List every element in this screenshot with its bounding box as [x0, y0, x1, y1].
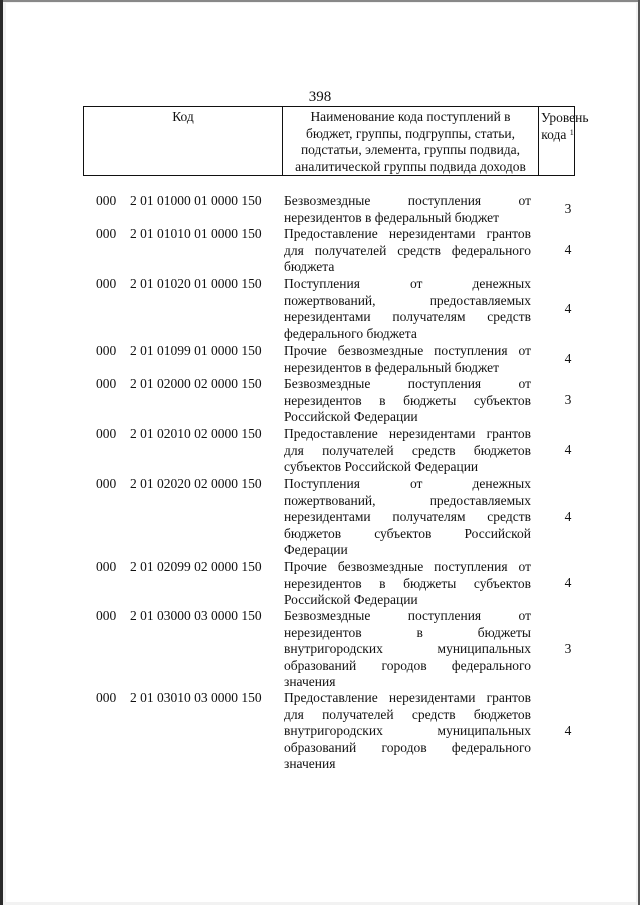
- row-level: 3: [564, 201, 572, 216]
- row-code: 2 01 02020 02 0000 150: [130, 476, 262, 491]
- row-code: 2 01 02099 02 0000 150: [130, 559, 262, 574]
- row-name: [284, 376, 531, 426]
- row-name: [284, 608, 531, 691]
- row-name-line: нерезидентами получателям средств: [284, 509, 531, 524]
- row-code: 2 01 03010 03 0000 150: [130, 690, 262, 705]
- row-name: [284, 276, 531, 342]
- row-level: 4: [564, 723, 572, 738]
- row-name-line: бюджетов субъектов Российской: [284, 525, 531, 541]
- row-name-line: нерезидентов в федеральный бюджет: [284, 359, 499, 375]
- row-name-line: Предоставление нерезидентами грантов: [284, 426, 531, 441]
- row-name-line: федерального бюджета: [284, 325, 417, 341]
- row-name-line: Безвозмездные поступления от: [284, 376, 531, 391]
- row-name-line: внутригородских муниципальных: [284, 641, 531, 656]
- row-name-line: значения: [284, 756, 336, 771]
- row-code: 2 01 01000 01 0000 150: [130, 193, 262, 208]
- row-name-line: Федерации: [284, 542, 348, 557]
- row-name: [284, 426, 531, 476]
- row-level: 4: [564, 301, 572, 316]
- row-name: [284, 476, 531, 559]
- row-level: 4: [564, 442, 572, 457]
- scan-left-edge: [0, 0, 3, 905]
- header-name-line: Наименование кода поступлений в: [310, 109, 511, 124]
- row-level: 3: [564, 392, 572, 407]
- row-name-line: субъектов Российской Федерации: [284, 459, 479, 474]
- row-prefix: 000: [96, 193, 117, 208]
- row-name-line: нерезидентов в бюджеты субъектов: [284, 575, 531, 591]
- row-name-line: для получателей средств бюджетов: [284, 706, 531, 722]
- row-prefix: 000: [96, 559, 117, 574]
- row-prefix: 000: [96, 226, 117, 241]
- row-name-line: образований городов федерального: [284, 657, 531, 673]
- row-level: 4: [564, 351, 572, 366]
- page-number: 398: [308, 89, 332, 105]
- row-name-line: для получателей средств бюджетов: [284, 442, 531, 458]
- row-name-line: бюджета: [284, 259, 335, 274]
- header-name-line: аналитической группы подвида доходов: [295, 158, 526, 174]
- header-level-line2: кода: [541, 127, 567, 142]
- row-code: 2 01 02010 02 0000 150: [130, 426, 262, 441]
- row-name-line: образований городов федерального: [284, 739, 531, 755]
- row-name-line: Предоставление нерезидентами грантов: [284, 226, 531, 241]
- row-name-line: Прочие безвозмездные поступления от: [284, 559, 531, 574]
- row-name-line: Российской Федерации: [284, 409, 418, 424]
- header-code-column: Код: [84, 107, 283, 175]
- row-name-line: нерезидентов в федеральный бюджет: [284, 209, 499, 225]
- row-code: 2 01 01020 01 0000 150: [130, 276, 262, 291]
- row-name: [284, 559, 531, 609]
- row-level: 4: [564, 575, 572, 590]
- scan-top-edge: [0, 0, 640, 2]
- row-prefix: 000: [96, 608, 117, 623]
- row-name-line: для получателей средств федерального: [284, 242, 531, 258]
- row-prefix: 000: [96, 376, 117, 391]
- row-name-line: нерезидентами получателям средств: [284, 309, 531, 324]
- row-level: 4: [564, 509, 572, 524]
- row-code: 2 01 01099 01 0000 150: [130, 343, 262, 358]
- header-name-column: [283, 107, 539, 175]
- row-code: 2 01 02000 02 0000 150: [130, 376, 262, 391]
- row-name-line: значения: [284, 674, 336, 689]
- row-level: 3: [564, 641, 572, 656]
- row-level: 4: [564, 242, 572, 257]
- header-name-line: подстатьи, элемента, группы подвида,: [300, 142, 521, 157]
- row-name: [284, 343, 531, 376]
- header-level-line1: Уровень: [541, 110, 589, 125]
- row-name-line: нерезидентов в бюджеты: [284, 624, 531, 640]
- row-prefix: 000: [96, 343, 117, 358]
- row-name-line: Прочие безвозмездные поступления от: [284, 343, 531, 358]
- row-name: [284, 690, 531, 773]
- row-prefix: 000: [96, 276, 117, 291]
- row-name-line: Российской Федерации: [284, 592, 418, 607]
- row-name-line: Предоставление нерезидентами грантов: [284, 690, 531, 705]
- table-header: [83, 106, 589, 176]
- row-name-line: Безвозмездные поступления от: [284, 193, 531, 208]
- row-prefix: 000: [96, 476, 117, 491]
- header-level-column: [539, 107, 589, 175]
- row-prefix: 000: [96, 690, 117, 705]
- row-name-line: пожертвований, предоставляемых: [284, 292, 531, 308]
- row-name-line: пожертвований, предоставляемых: [284, 492, 531, 508]
- header-name-line: бюджет, группы, подгруппы, статьи,: [306, 125, 515, 141]
- row-code: 2 01 01010 01 0000 150: [130, 226, 262, 241]
- row-name-line: Поступления от денежных: [284, 476, 531, 491]
- row-name: [284, 193, 531, 226]
- row-name: [284, 226, 531, 276]
- row-prefix: 000: [96, 426, 117, 441]
- row-name-line: Поступления от денежных: [284, 276, 531, 291]
- row-name-line: Безвозмездные поступления от: [284, 608, 531, 623]
- row-code: 2 01 03000 03 0000 150: [130, 608, 262, 623]
- footnote-marker: 1: [569, 128, 574, 137]
- row-name-line: внутригородских муниципальных: [284, 723, 531, 738]
- row-name-line: нерезидентов в бюджеты субъектов: [284, 392, 531, 408]
